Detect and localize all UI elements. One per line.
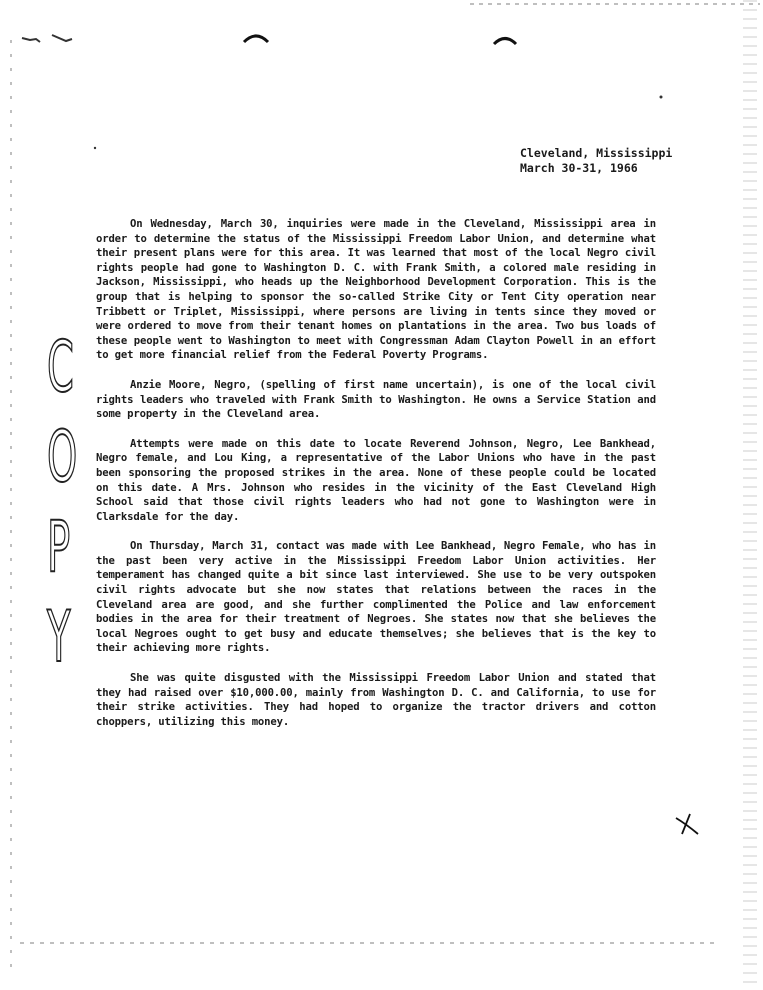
dateline bbox=[520, 146, 672, 176]
copy-stamp bbox=[38, 322, 78, 682]
paragraph: She was quite disgusted with the Mississippi Freedom Labor Union and stated that they had raised over $10,000.00, mainly from Washington D. C. and California, to use for their strike activities. They had hoped to organize the tractor drivers and cotton choppers, utilizing this money. bbox=[96, 672, 656, 728]
punch-mark-left bbox=[244, 36, 268, 42]
paragraph: Attempts were made on this date to locate Reverend Johnson, Negro, Lee Bankhead, Negro female, and Lou King, a representative of the Labor Unions who have in the past been sponsoring the proposed strikes in the area. None of these people could be located on this date. A Mrs. Johnson who resides in the vicinity of the East Cleveland High School said that those civil rights leaders who had not gone to Washington were in Clarksdale for the day. bbox=[96, 437, 656, 523]
punch-mark-right bbox=[494, 39, 516, 45]
speck bbox=[660, 96, 663, 99]
copy-stamp-letter: P bbox=[47, 506, 71, 588]
handwritten-x-mark bbox=[672, 810, 702, 840]
paragraph: On Thursday, March 31, contact was made with Lee Bankhead, Negro Female, who has in the past been very active in the Mississippi Freedom Labor Union activities. Her temperament has changed quite a bit since last interviewed. She use to be very outspoken civil rights advocate but she now states that relations between the races in the Cleveland area are good, and she further complimented the Police and law enforcement bodies in the area for their treatment of Negroes. She states now that she believes the local Negroes ought to get busy and educate themselves; she believes that is the key to their achieving more rights. bbox=[96, 540, 656, 655]
copy-stamp-letter: Y bbox=[47, 596, 71, 678]
dateline-date: March 30-31, 1966 bbox=[520, 161, 638, 175]
copy-stamp-letter: C bbox=[47, 326, 74, 408]
corner-scribble bbox=[22, 35, 72, 42]
paragraph: On Wednesday, March 30, inquiries were made in the Cleveland, Mississippi area in order to determine the status of the Mississippi Freedom Labor Union, and determine what their present plans were for this area. It was learned that most of the local Negro civil rights people had gone to Washington D. C. with Frank Smith, a colored male residing in Jackson, Mississippi, who heads up the Neighborhood Development Corporation. This is the group that is helping to sponsor the so-called Strike City or Tent City operation near Tribbett or Triplet, Mississippi, where persons are living in tents since they moved or were ordered to move from their tenant homes on plantations in the area. Two bus loads of these people went to Washington to meet with Congressman Adam Clayton Powell in an effort to get more financial relief from the Federal Poverty Programs. bbox=[96, 218, 656, 362]
report-body bbox=[96, 217, 656, 744]
speck bbox=[94, 147, 96, 149]
dateline-location: Cleveland, Mississippi bbox=[520, 146, 673, 160]
paragraph: Anzie Moore, Negro, (spelling of first name uncertain), is one of the local civil rights leaders who traveled with Frank Smith to Washington. He owns a Service Station and some property in the Cleveland area. bbox=[96, 378, 656, 421]
copy-stamp-letter: O bbox=[47, 416, 78, 498]
